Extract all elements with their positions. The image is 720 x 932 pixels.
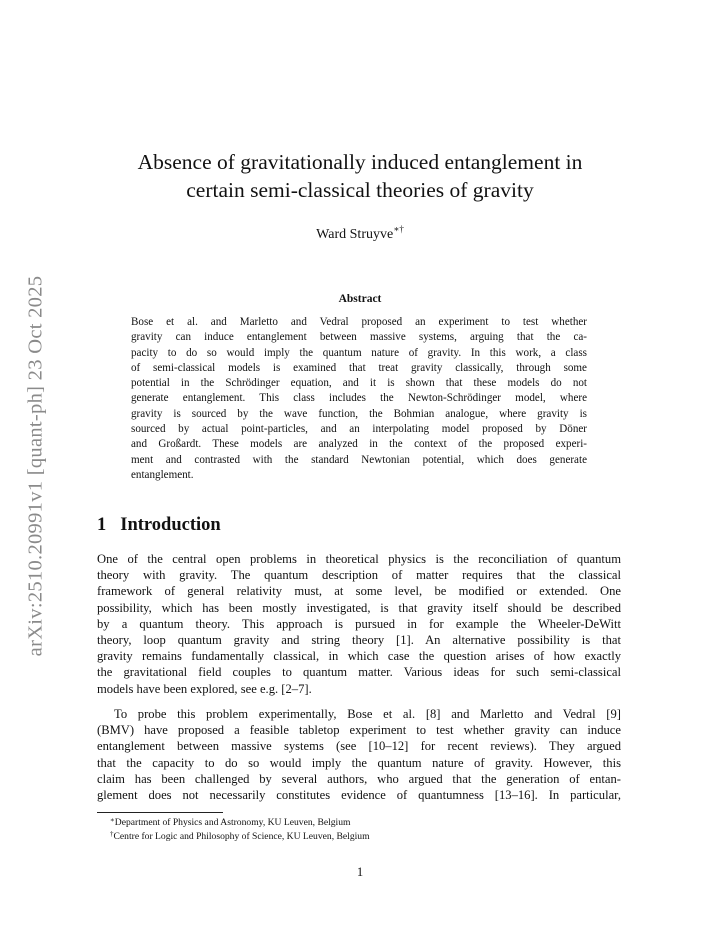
- section-number: 1: [97, 515, 107, 535]
- author-line: [0, 226, 720, 244]
- intro-paragraph-1: [97, 551, 621, 697]
- page-number: 1: [356, 865, 364, 879]
- footnote-divider: [97, 812, 223, 813]
- paragraph-line: gravity remains fundamentally classical, in which case the question arises of how exactly: [97, 649, 621, 664]
- abstract-line: sourced by actual point-particles, and an interpolating model proposed by Döner: [131, 423, 587, 436]
- paragraph-line: by a quantum theory. This approach is pursued in for example the Wheeler-DeWitt: [97, 616, 621, 631]
- paper-title: [0, 148, 720, 204]
- paper-title-line-2: certain semi-classical theories of gravity: [186, 178, 534, 202]
- intro-paragraph-2: [97, 706, 621, 803]
- paragraph-line: models have been explored, see e.g. [2–7].: [97, 681, 312, 696]
- paragraph-line: (BMV) have proposed a feasible tabletop experiment to test whether gravity can induce: [97, 723, 621, 738]
- abstract-line: potential in the Schrödinger equation, and it is shown that these models do not: [131, 377, 587, 390]
- paragraph-line: the gravitational field couples to quantum matter. Various ideas for such semi-classical: [97, 665, 621, 680]
- abstract-line: pacity to do so would imply the quantum nature of gravity. In this work, a class: [131, 346, 587, 359]
- paragraph-line: framework of general relativity must, at some level, be modified or extended. One: [97, 584, 621, 599]
- paragraph-line: One of the central open problems in theoretical physics is the reconciliation of quantum: [97, 552, 621, 566]
- abstract-line: and Großardt. These models are analyzed in the context of the proposed experi-: [131, 438, 587, 451]
- abstract-line: of semi-classical models is examined that treat gravity classically, through some: [131, 361, 587, 374]
- footnote-mark: †: [110, 830, 114, 838]
- abstract-line: ment and contrasted with the standard Newtonian potential, which does generate: [131, 453, 587, 466]
- abstract-body: [131, 315, 587, 483]
- abstract-line: gravity can induce entanglement between massive systems, arguing that the ca-: [131, 331, 587, 344]
- abstract-line: generate entanglement. This class includes the Newton-Schrödinger model, where: [131, 392, 587, 405]
- paragraph-line: theory, loop quantum gravity and string theory [1]. An alternative possibility is that: [97, 633, 621, 648]
- paragraph-line: claim has been challenged by several authors, who argued that the generation of entan-: [97, 771, 621, 786]
- paragraph-line: theory with gravity. The quantum description of matter requires that the classical: [97, 568, 621, 583]
- footnote-affiliation-physics: [110, 817, 351, 829]
- paragraph-line: possibility, which has been mostly investigated, is that gravity itself should be described: [97, 600, 621, 615]
- footnote-affiliation-philosophy: [110, 831, 370, 843]
- footnote-text: Centre for Logic and Philosophy of Science, KU Leuven, Belgium: [113, 831, 370, 842]
- abstract-line: gravity is sourced by the wave function, the Bohmian analogue, where gravity is: [131, 407, 587, 420]
- footnote-text: Department of Physics and Astronomy, KU Leuven, Belgium: [114, 817, 351, 828]
- abstract-line: Bose et al. and Marletto and Vedral proposed an experiment to test whether: [131, 316, 587, 328]
- paragraph-line: entanglement between massive systems (see [10–12] for recent reviews). They argued: [97, 739, 621, 754]
- paragraph-line: that the capacity to do so would imply the quantum nature of gravity. However, this: [97, 755, 621, 770]
- section-heading-introduction: [97, 514, 221, 536]
- paper-title-line-1: Absence of gravitationally induced entanglement in: [137, 150, 583, 174]
- paragraph-line: glement does not necessarily constitutes evidence of quantumness [13–16]. In particular,: [97, 788, 621, 803]
- footnote-mark: ∗: [110, 816, 115, 824]
- abstract-heading: Abstract: [338, 293, 382, 305]
- author-name: Ward Struyve: [316, 227, 394, 242]
- section-title: Introduction: [120, 515, 221, 535]
- paragraph-line: To probe this problem experimentally, Bose et al. [8] and Marletto and Vedral [9]: [114, 707, 621, 721]
- author-footnote-marks: ∗†: [393, 224, 404, 234]
- arxiv-identifier-stamp: arXiv:2510.20991v1 [quant-ph] 23 Oct 2025: [24, 275, 47, 657]
- abstract-line: entanglement.: [131, 468, 194, 481]
